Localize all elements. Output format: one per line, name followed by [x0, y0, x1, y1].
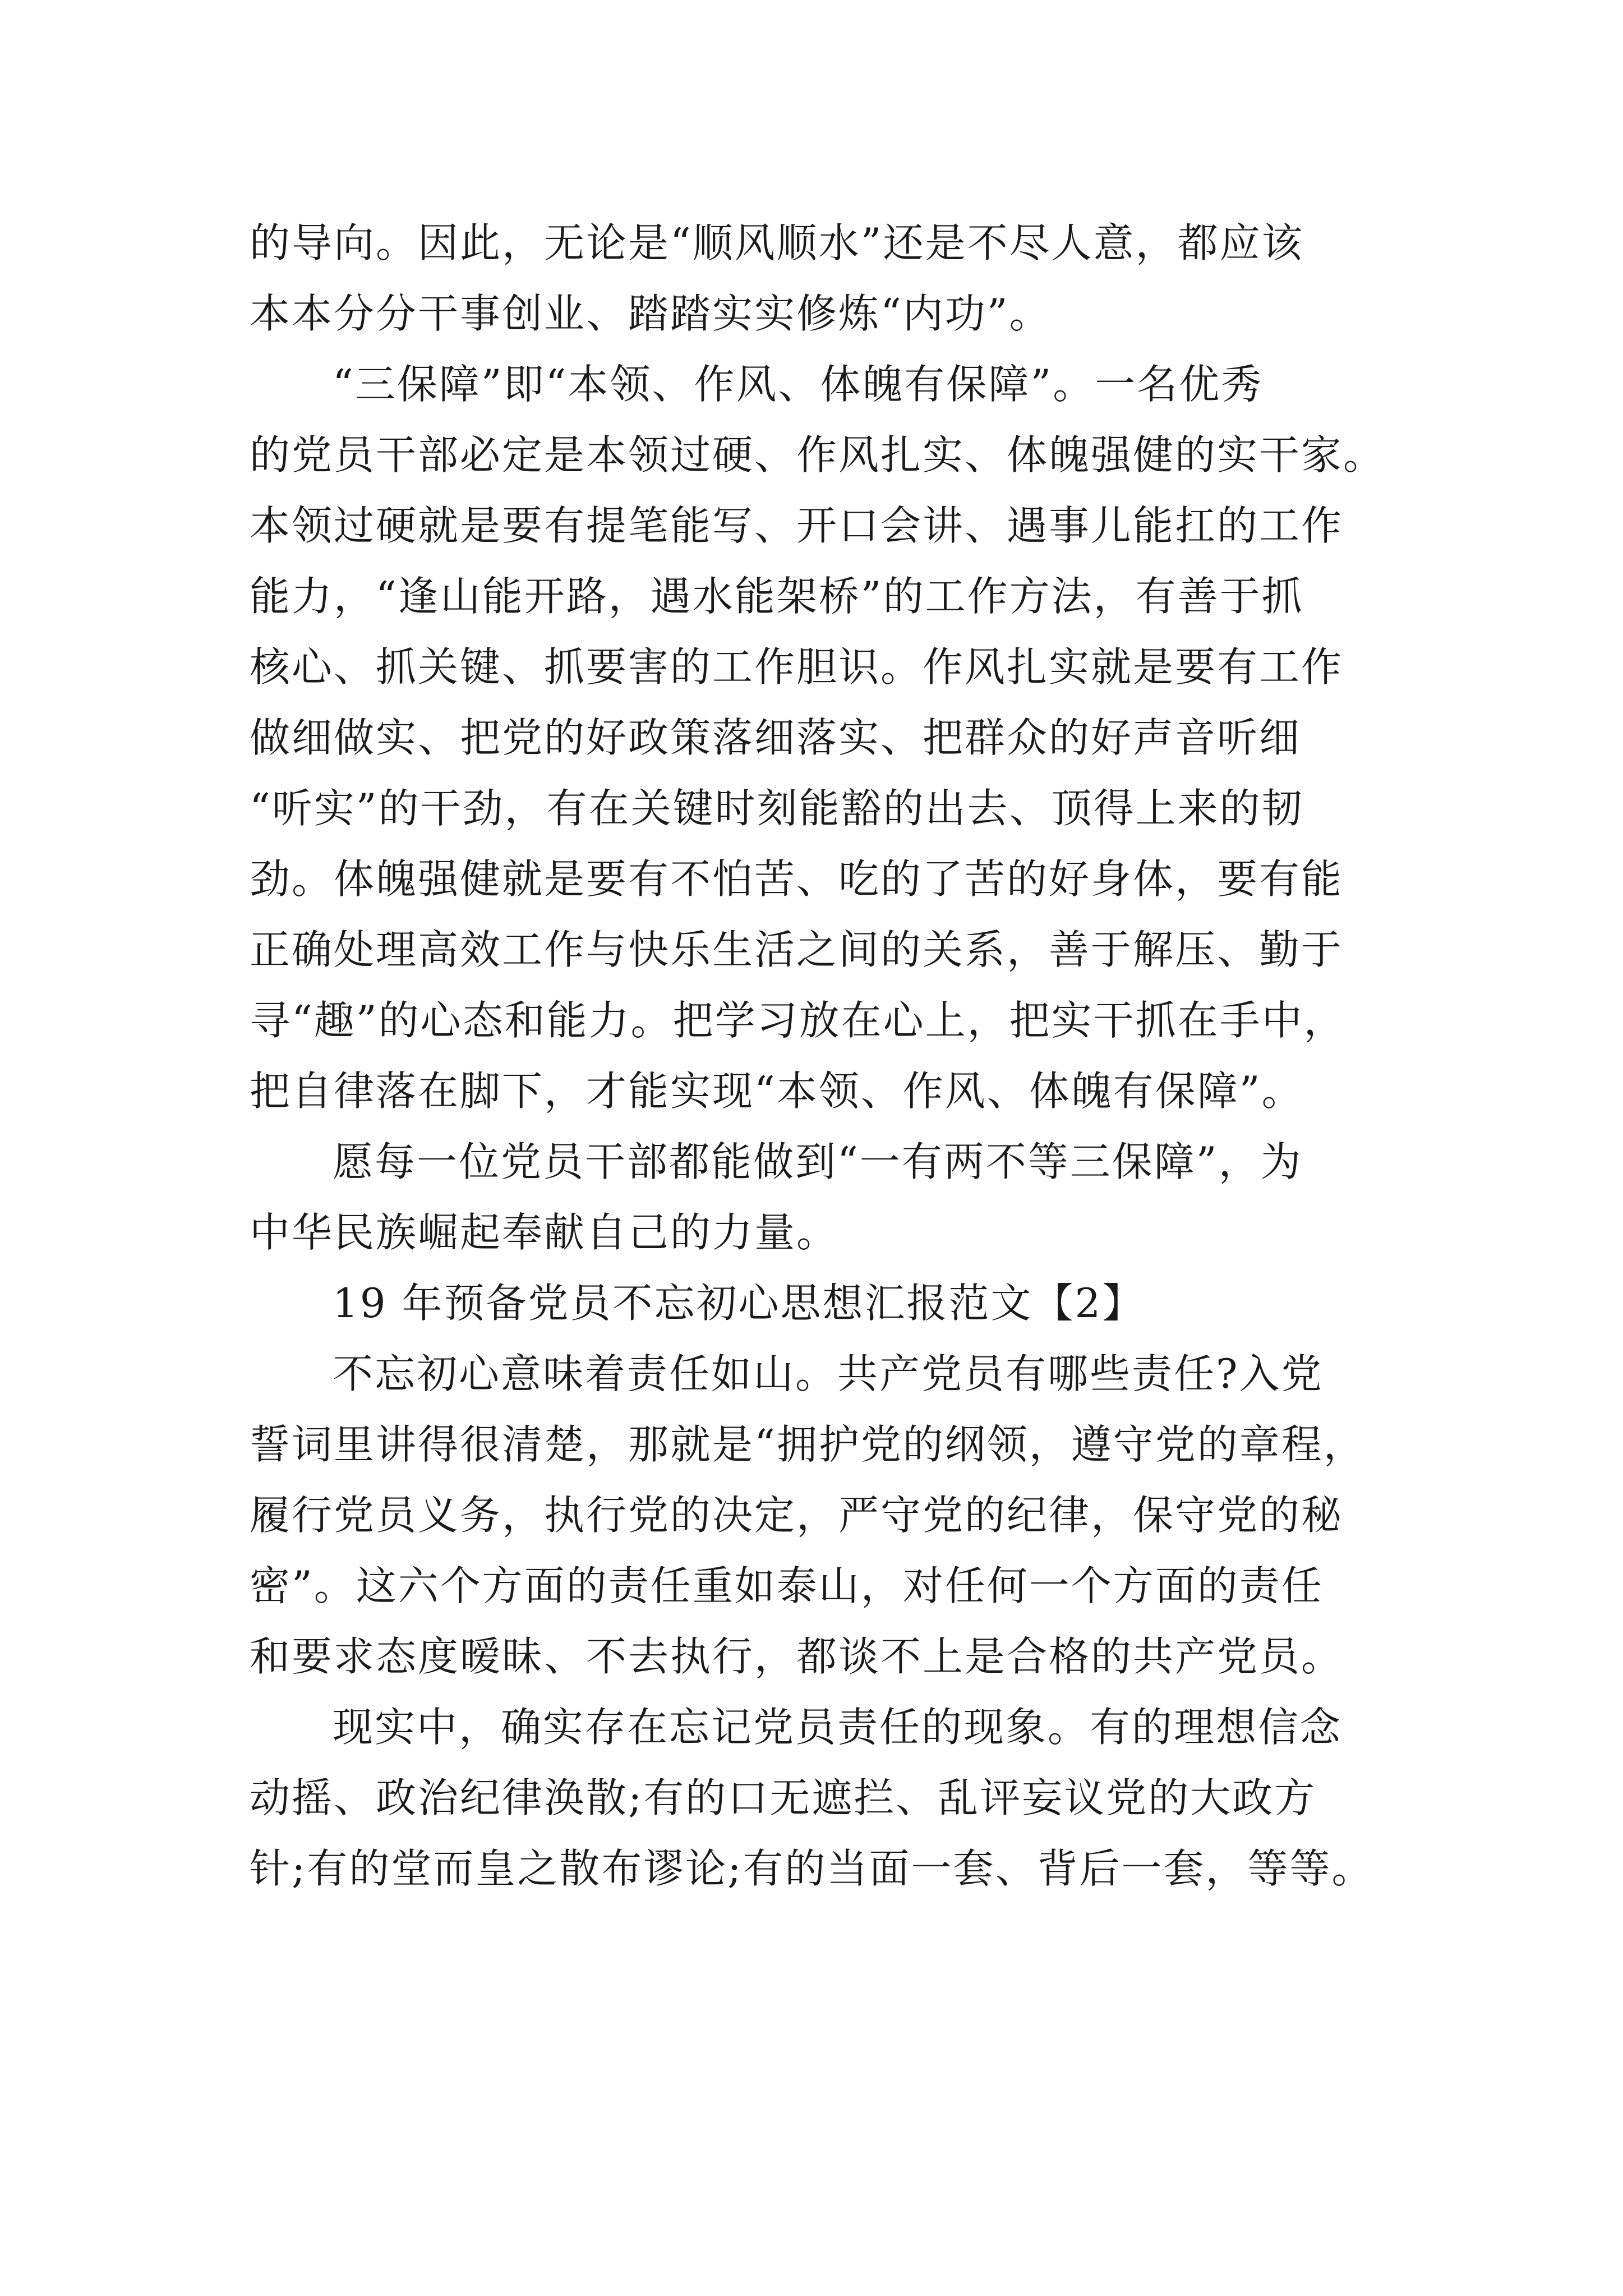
text-line: 履行党员义务，执行党的决定，严守党的纪律，保守党的秘	[250, 1492, 1344, 1539]
text-line: 的导向。因此，无论是“顺风顺水”还是不尽人意，都应该	[250, 219, 1304, 266]
text-line: 动摇、政治纪律涣散;有的口无遮拦、乱评妄议党的大政方	[250, 1774, 1317, 1821]
text-line: 劲。体魄强健就是要有不怕苦、吃的了苦的好身体，要有能	[250, 855, 1344, 903]
document-body	[250, 208, 1386, 1904]
text-line: 的党员干部必定是本领过硬、作风扎实、体魄强健的实干家。	[250, 431, 1386, 478]
text-line: 不忘初心意味着责任如山。共产党员有哪些责任?入党	[333, 1350, 1324, 1397]
text-line: 能力，“逢山能开路，遇水能架桥”的工作方法，有善于抓	[250, 573, 1304, 620]
text-line: 寻“趣”的心态和能力。把学习放在心上，把实干抓在手中，	[250, 997, 1346, 1044]
text-line: 做细做实、把党的好政策落细落实、把群众的好声音听细	[250, 714, 1302, 761]
text-line: 本本分分干事创业、踏踏实实修炼“内功”。	[250, 290, 1052, 337]
text-line: 密”。这六个方面的责任重如泰山，对任何一个方面的责任	[250, 1562, 1324, 1609]
text-line: 誓词里讲得很清楚，那就是“拥护党的纲领，遵守党的章程，	[250, 1421, 1366, 1468]
text-line: 和要求态度暧昧、不去执行，都谈不上是合格的共产党员。	[250, 1633, 1344, 1680]
text-line: “听实”的干劲，有在关键时刻能豁的出去、顶得上来的韧	[250, 785, 1304, 832]
text-line: 19 年预备党员不忘初心思想汇报范文【2】	[333, 1280, 1145, 1327]
text-line: 正确处理高效工作与快乐生活之间的关系，善于解压、勤于	[250, 926, 1344, 973]
text-line: 愿每一位党员干部都能做到“一有两不等三保障”，为	[333, 1138, 1303, 1185]
text-line: “三保障”即“本领、作风、体魄有保障”。一名优秀	[333, 361, 1264, 408]
text-line: 核心、抓关键、抓要害的工作胆识。作风扎实就是要有工作	[250, 643, 1344, 691]
text-line: 针;有的堂而皇之散布谬论;有的当面一套、背后一套，等等。	[250, 1845, 1374, 1892]
text-line: 本领过硬就是要有提笔能写、开口会讲、遇事儿能扛的工作	[250, 502, 1344, 549]
text-line: 现实中，确实存在忘记党员责任的现象。有的理想信念	[333, 1704, 1343, 1751]
text-line: 中华民族崛起奉献自己的力量。	[250, 1209, 839, 1256]
text-line: 把自律落在脚下，才能实现“本领、作风、体魄有保障”。	[250, 1068, 1304, 1115]
